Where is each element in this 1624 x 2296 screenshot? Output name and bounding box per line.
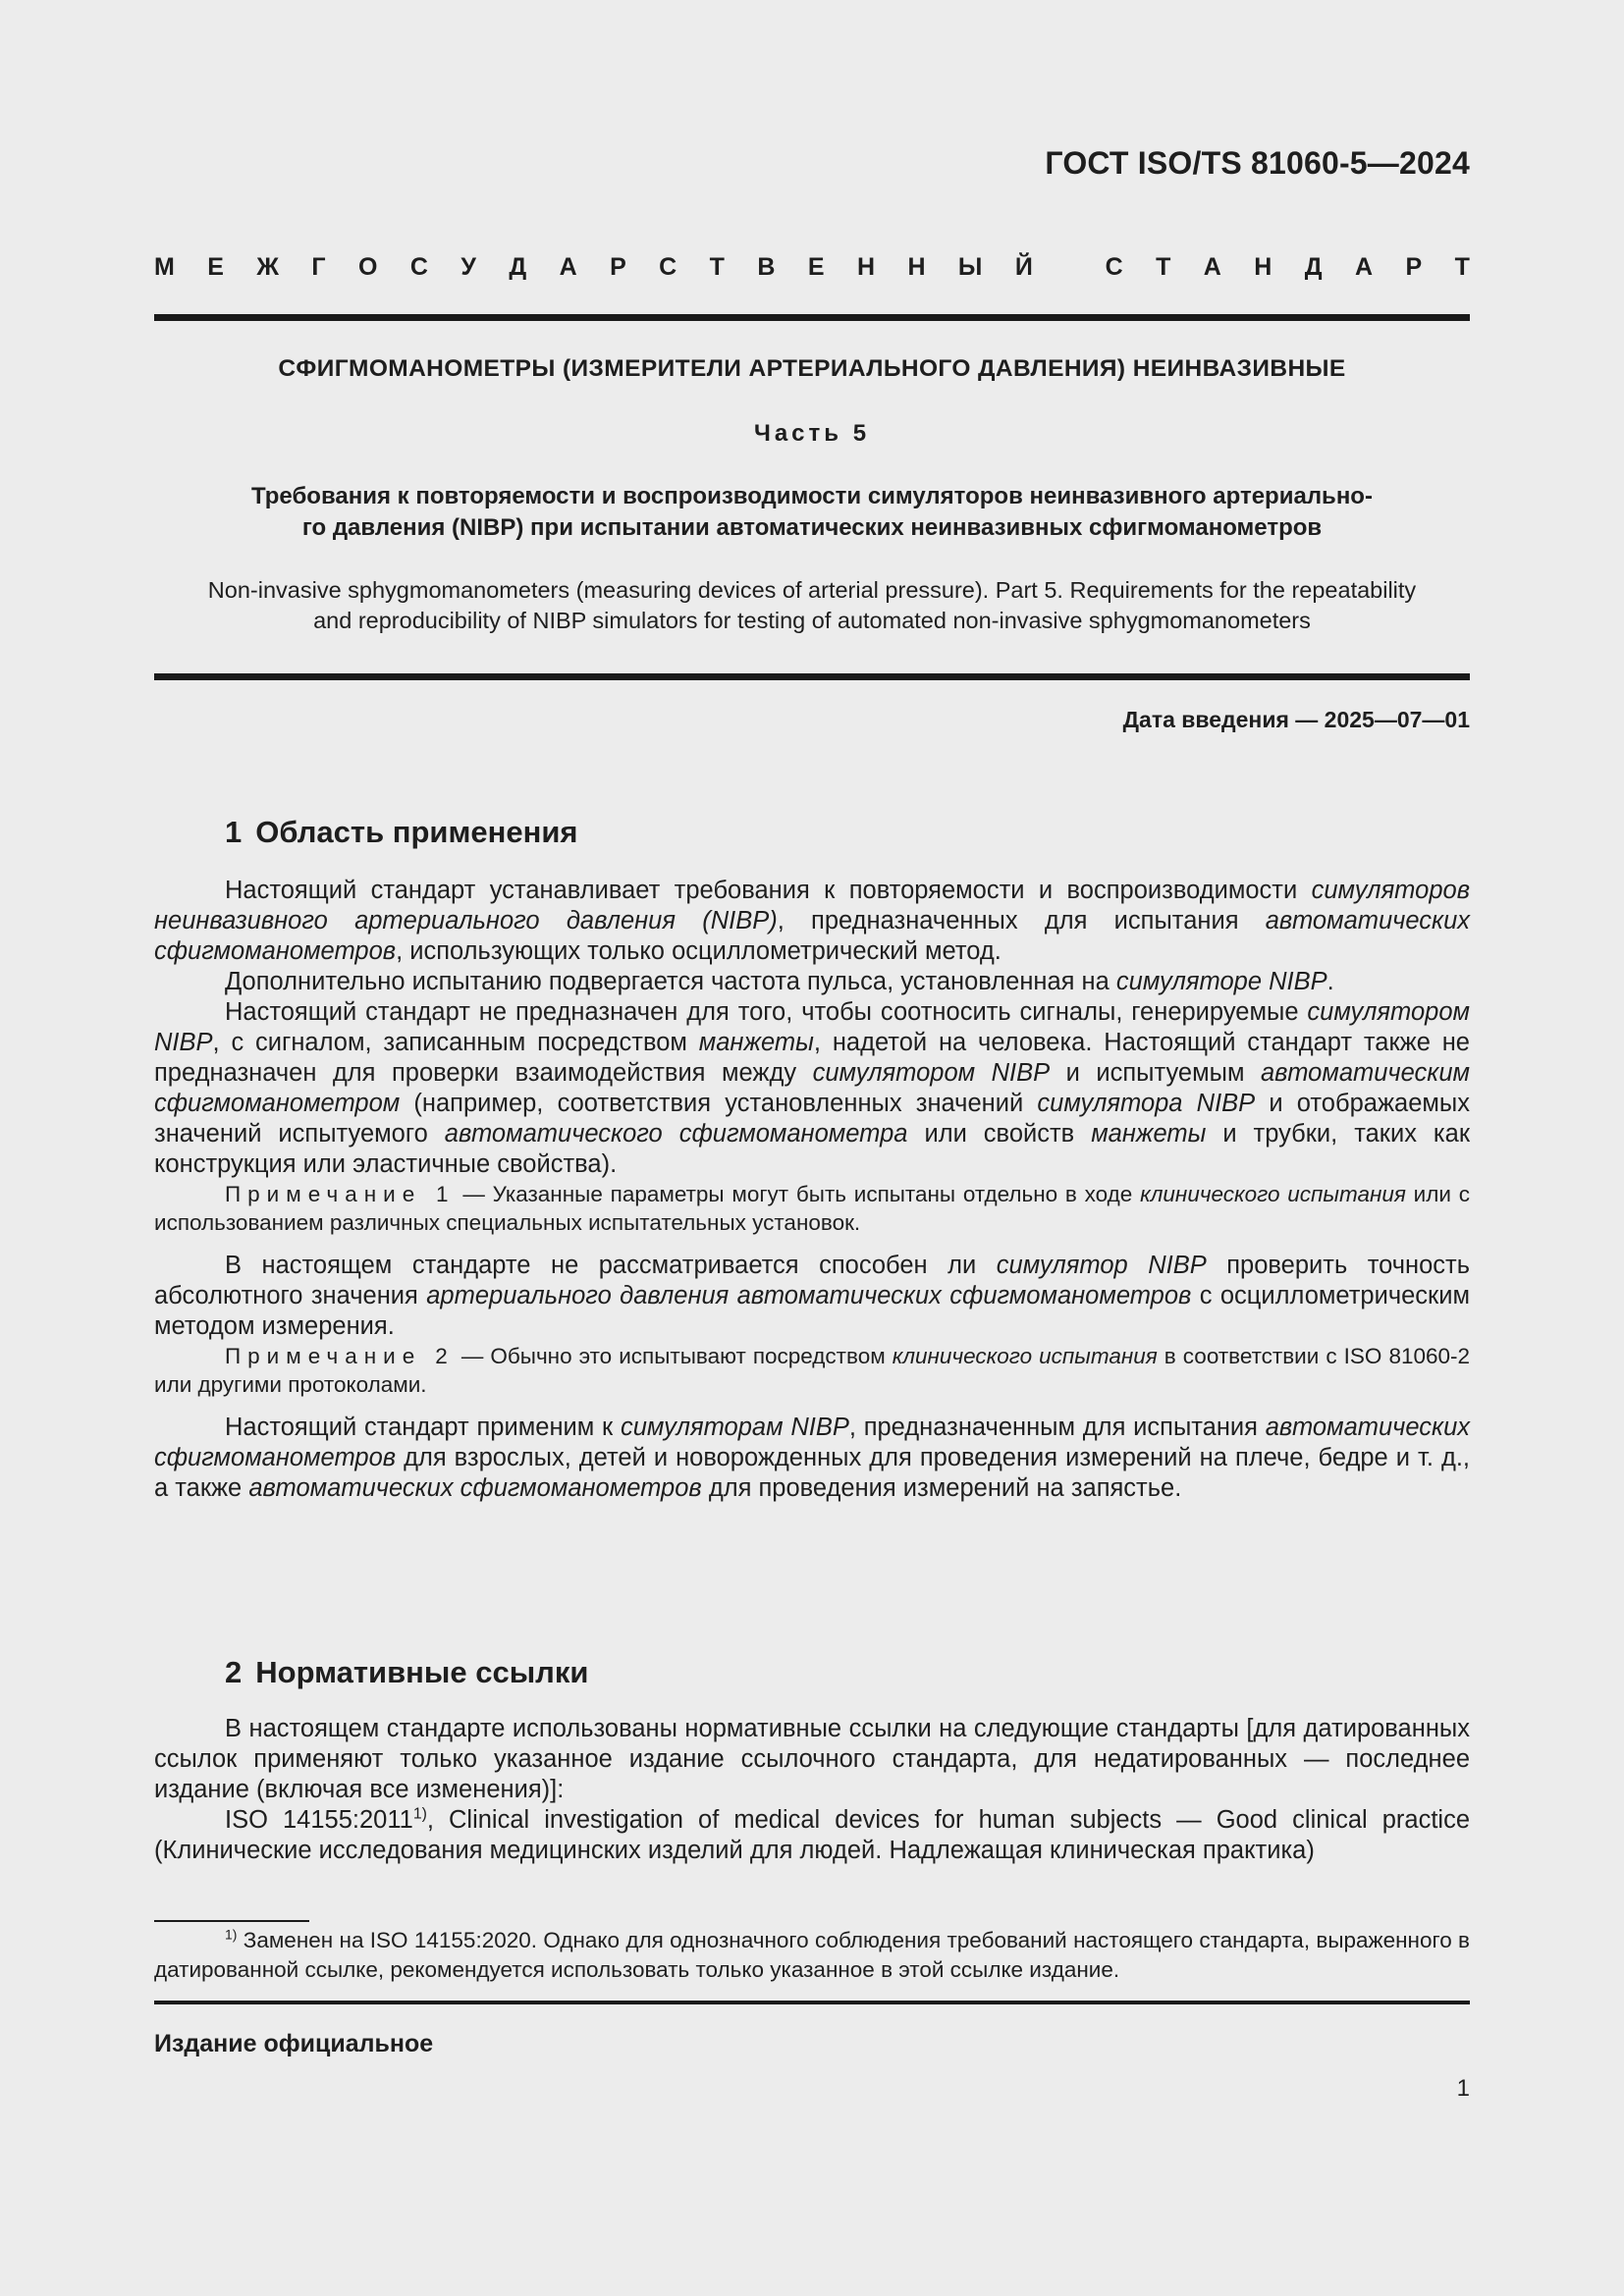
heading-letter: С: [1105, 253, 1123, 281]
heading-letter: Т: [709, 253, 725, 281]
term: автоматических сфигмоманометров: [154, 907, 1470, 965]
section-1-body: [154, 876, 1470, 1504]
heading-letter: Р: [610, 253, 626, 281]
heading-letter: Т: [1156, 253, 1171, 281]
heading-letter: А: [1203, 253, 1221, 281]
gost-number: ГОСТ ISO/TS 81060-5—2024: [1045, 145, 1470, 181]
heading-letter: А: [559, 253, 577, 281]
heading-letter: О: [358, 253, 378, 281]
text-run: и отображаемых значений испытуемого: [154, 1090, 1470, 1148]
heading-letter: Д: [1304, 253, 1323, 281]
section-2-body: [154, 1714, 1470, 1866]
heading-letter: Г: [311, 253, 326, 281]
heading-letter: Е: [207, 253, 224, 281]
heading-letter: У: [460, 253, 476, 281]
text-run: Настоящий стандарт применим к: [225, 1414, 621, 1441]
term: клинического испытания: [1140, 1182, 1406, 1206]
heading-letter: Й: [1014, 253, 1033, 281]
heading-letter: Т: [1454, 253, 1470, 281]
text-run: с осциллометрическим методом измерения.: [154, 1282, 1470, 1340]
text-run: в соответствии с ISO 81060-2 или другими протоколами.: [154, 1344, 1471, 1397]
term: симулятор NIBP: [996, 1252, 1207, 1279]
term: симуляторам NIBP: [620, 1414, 849, 1441]
footnote: $^{1)}$ Заменен на ISO 14155:2020. Однако для однозначного соблюдения требований настоящего стандарта, выраженного в датированной ссылке, рекомендуется использовать только указанное в этой ссылке издание.: [154, 1926, 1470, 1982]
text-run: проверить точность абсолютного значения: [154, 1252, 1471, 1309]
term: симулятора NIBP: [1037, 1090, 1256, 1117]
title-bottom-rule: [154, 673, 1470, 680]
heading-letter: Н: [1254, 253, 1272, 281]
heading-letter: С: [409, 253, 428, 281]
heading-letter: М: [154, 253, 175, 281]
paragraph: [154, 876, 1470, 967]
footnote-rule: [154, 1920, 309, 1922]
term: симуляторов неинвазивного артериального давления (NIBP): [154, 877, 1470, 934]
english-title: Non-invasive sphygmomanometers (measuring devices of arterial pressure). Part 5. Requirements for the repeatability and reproducibility of NIBP simulators for testing of automated non-invasive sphygmomanometers: [207, 577, 1417, 633]
text-run: , использующих только осциллометрический метод.: [396, 937, 1001, 965]
text-run: или с использованием различных специальных испытательных установок.: [154, 1182, 1470, 1235]
introduction-date: Дата введения — 2025—07—01: [1122, 707, 1470, 732]
top-rule: [154, 314, 1470, 321]
note-2: Примечание 2 — Обычно это испытывают посредством клинического испытания в соответствии с ISO 81060-2 или другими протоколами.: [154, 1344, 1471, 1397]
term: автоматических сфигмоманометров: [154, 1414, 1470, 1471]
text-run: , с сигналом, записанным посредством: [212, 1029, 699, 1056]
section-1-heading: 1 Область применения: [225, 815, 578, 849]
term: артериального давления автоматических сфигмоманометров: [426, 1282, 1192, 1309]
paragraph: [154, 967, 1470, 997]
heading-letter: Р: [1405, 253, 1423, 281]
text-run: и трубки, таких как конструкция или эластичные свойства).: [154, 1120, 1470, 1178]
paragraph: В настоящем стандарте использованы нормативные ссылки на следующие стандарты [для датированных ссылок применяют только указанное издание ссылочного стандарта, для недатированных — последнее издание (включая все изменения)]:: [154, 1715, 1470, 1803]
heading-letter: С: [659, 253, 677, 281]
text-run: .: [1326, 968, 1334, 995]
paragraph: [154, 1251, 1470, 1342]
text-run: Настоящий стандарт не предназначен для того, чтобы соотносить сигналы, генерируемые: [225, 998, 1308, 1026]
official-edition-label: Издание официальное: [154, 2030, 434, 2057]
term: клинического испытания: [892, 1344, 1158, 1368]
text-run: — Указанные параметры могут быть испытаны отдельно в ходе: [455, 1182, 1141, 1206]
document-title: СФИГМОМАНОМЕТРЫ (ИЗМЕРИТЕЛИ АРТЕРИАЛЬНОГО ДАВЛЕНИЯ) НЕИНВАЗИВНЫЕ: [278, 355, 1346, 382]
heading-letter: В: [757, 253, 776, 281]
text-run: (например, соответствия установленных значений: [400, 1090, 1038, 1117]
term: автоматического сфигмоманометра: [444, 1120, 908, 1148]
heading-letter: Е: [807, 253, 825, 281]
text-run: Настоящий стандарт устанавливает требования к повторяемости и воспроизводимости: [225, 877, 1312, 904]
section-2-heading: 2 Нормативные ссылки: [225, 1655, 589, 1689]
document-subtitle: Требования к повторяемости и воспроизводимости симуляторов неинвазивного артериально- го давления (NIBP) при испытании автоматических неинвазивных сфигмоманометров: [251, 483, 1373, 541]
note-1: Примечание 1 — Указанные параметры могут быть испытаны отдельно в ходе клинического испытания или с использованием различных специальных испытательных установок.: [154, 1182, 1470, 1235]
text-run: Дополнительно испытанию подвергается частота пульса, установленная на: [225, 968, 1116, 995]
term: манжеты: [698, 1029, 814, 1056]
paragraph: [154, 997, 1470, 1180]
term: автоматических сфигмоманометров: [248, 1474, 702, 1502]
reference-item: ISO 14155:2011$^{1)}$, Clinical investigation of medical devices for human subjects — Good clinical practice (Клинические исследования медицинских изделий для людей. Надлежащая клиническая практика): [154, 1805, 1471, 1864]
text-run: и испытуемым: [1050, 1059, 1261, 1087]
footer-rule: [154, 2001, 1470, 2004]
term: автоматическим сфигмоманометром: [154, 1059, 1470, 1117]
paragraph: [154, 1413, 1470, 1504]
heading-letter: [1065, 253, 1072, 282]
term: симулятором NIBP: [154, 998, 1470, 1056]
page-number: 1: [1456, 2075, 1470, 2102]
heading-letter: Н: [856, 253, 876, 281]
heading-letter: Ы: [957, 253, 983, 281]
text-run: для взрослых, детей и новорожденных для проведения измерений на плече, бедре и т. д., а также: [154, 1444, 1470, 1502]
heading-letter: А: [1354, 253, 1374, 281]
heading-letter: Д: [509, 253, 527, 281]
interstate-standard-heading: [154, 253, 1470, 282]
text-run: для проведения измерений на запястье.: [701, 1474, 1182, 1502]
text-run: или свойств: [907, 1120, 1092, 1148]
text-run: , надетой на человека. Настоящий стандарт также не предназначен для проверки взаимодействия между: [154, 1029, 1470, 1087]
text-run: , предназначенных для испытания: [777, 907, 1266, 934]
text-run: — Обычно это испытывают посредством: [454, 1344, 893, 1368]
part-label: Часть 5: [753, 420, 871, 447]
heading-letter: Ж: [256, 253, 279, 281]
heading-letter: Н: [907, 253, 926, 281]
term: манжеты: [1091, 1120, 1207, 1148]
text-run: , предназначенным для испытания: [848, 1414, 1266, 1441]
text-run: В настоящем стандарте не рассматривается способен ли: [225, 1252, 997, 1279]
term: симулятором NIBP: [812, 1059, 1051, 1087]
term: симуляторе NIBP: [1115, 968, 1327, 995]
